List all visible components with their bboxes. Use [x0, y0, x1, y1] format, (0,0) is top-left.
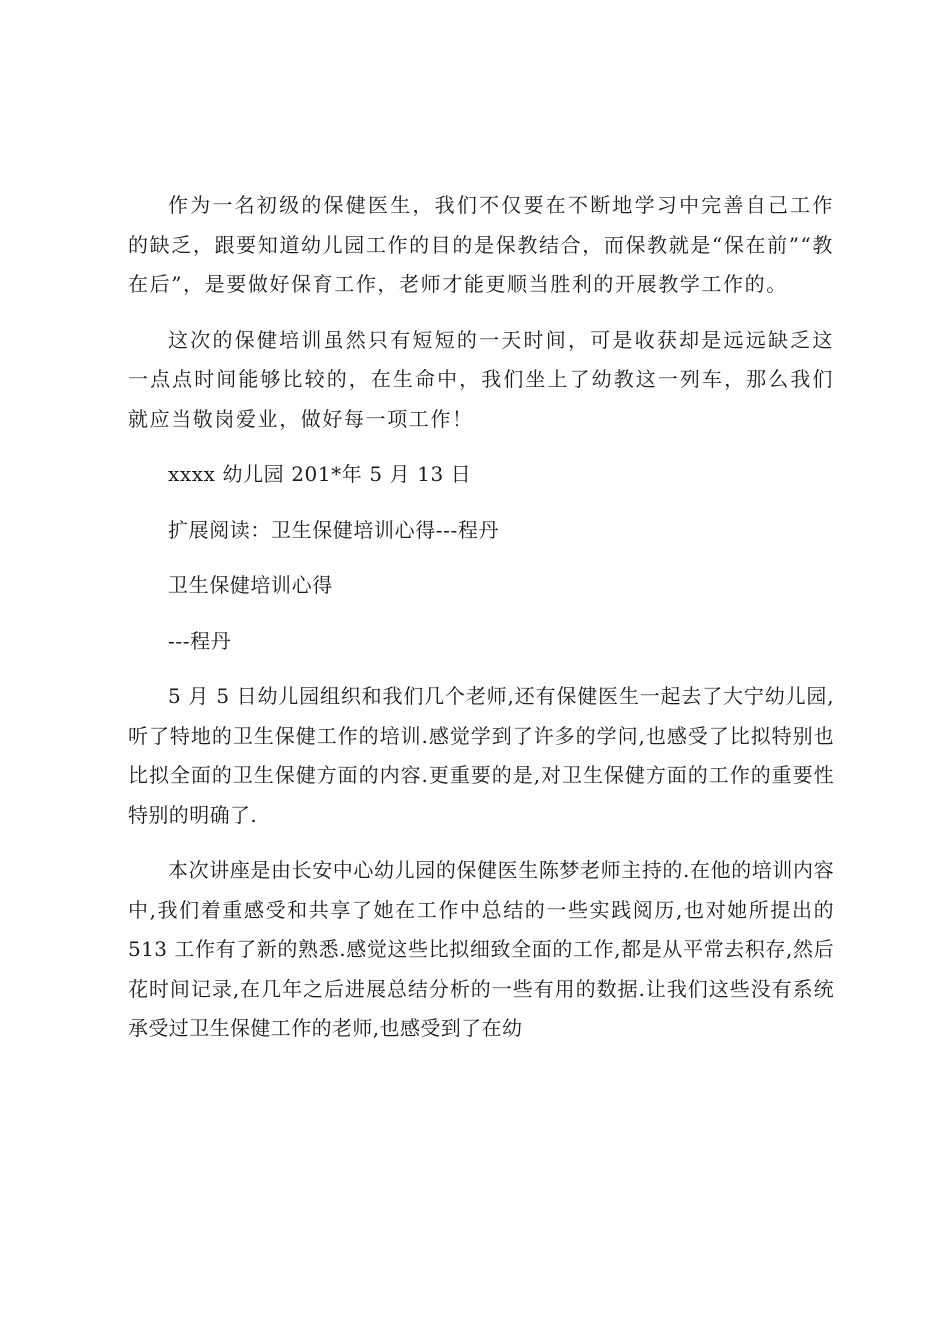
extended-reading-heading: 扩展阅读：卫生保健培训心得---程丹 — [168, 517, 500, 542]
article-subtitle: 卫生保健培训心得 — [168, 573, 333, 597]
signature-date: xxxx 幼儿园 201*年 5 月 13 日 — [168, 462, 472, 486]
article-author: ---程丹 — [168, 628, 232, 653]
body-paragraph-1: 5 月 5 日幼儿园组织和我们几个老师,还有保健医生一起去了大宁幼儿园,听了特地的卫生保健工作的培训.感觉学到了许多的学问,也感受了比拟特别也比拟全面的卫生保健方面的内容.更重要的是,对卫生保健方面的工作的重要性特别的明确了. — [128, 684, 834, 827]
paragraph-1: 作为一名初级的保健医生，我们不仅要在不断地学习中完善自己工作的缺乏，跟要知道幼儿园工作的目的是保教结合，而保教就是“保在前”“教在后”，是要做好保育工作，老师才能更顺当胜利的开展教学工作的。 — [128, 193, 834, 296]
document-body — [128, 186, 834, 1065]
body-paragraph-2: 本次讲座是由长安中心幼儿园的保健医生陈梦老师主持的.在他的培训内容中,我们着重感受和共享了她在工作中总结的一些实践阅历,也对她所提出的 513 工作有了新的熟悉.感觉这些比拟细致全面的工作,都是从平常去积存,然后花时间记录,在几年之后进展总结分析的一些有用的数据.让我们这些没有系统承受过卫生保健工作的老师,也感受到了在幼 — [128, 858, 834, 1040]
paragraph-2: 这次的保健培训虽然只有短短的一天时间，可是收获却是远远缺乏这一点点时间能够比较的，在生命中，我们坐上了幼教这一列车，那么我们就应当敬岗爱业，做好每一项工作！ — [128, 327, 834, 431]
